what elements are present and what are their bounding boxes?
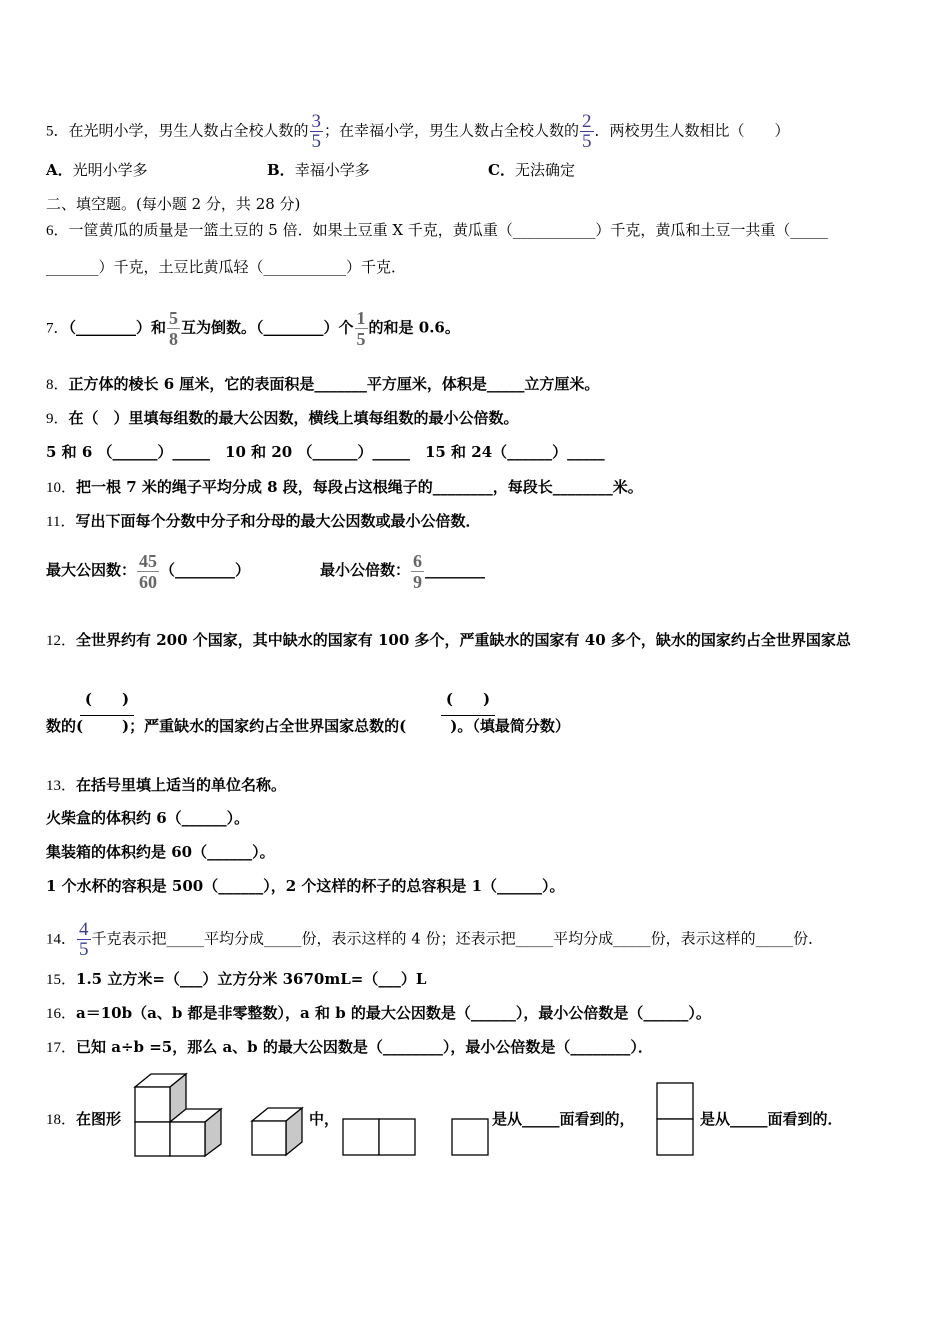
q13-line3: 1 个水杯的容积是 500（______），2 个这样的杯子的总容积是 1（______）。: [46, 877, 565, 895]
q18-view-two-squares: [342, 1118, 418, 1156]
q18-num-text: 18．在图形: [46, 1110, 122, 1128]
q12-blank-numerator-1: ( ): [84, 690, 130, 708]
q5-option-a[interactable]: A．光明小学多: [46, 161, 148, 179]
q7-fraction-5-8: $\frac{5}{8}$: [169, 308, 179, 349]
q14: 14． $\frac{4}{5}$ 千克表示把_____平均分成_____份，表示这样的 4 份；还表示把_____平均分成_____份，表示这样的_____份．: [46, 919, 824, 960]
q5-fraction-1: $\frac{3}{5}$: [311, 111, 322, 152]
q6-line2: _______）千克，土豆比黄瓜轻（___________）千克．: [46, 258, 407, 276]
cube-bottom-left-front: [135, 1122, 170, 1156]
view-square-top: [657, 1083, 693, 1119]
q18-answer-1: 是从_____面看到的，: [492, 1110, 635, 1128]
q11-fraction-6-9: $\frac{6}{9}$: [413, 550, 423, 592]
section-heading-fill-in: 二、填空题。(每小题 2 分，共 28 分): [46, 195, 301, 213]
q11-answers: 最大公因数： $\frac{45}{60}$ （________） 最小公倍数： $\frac{6}{9}$ ________: [46, 550, 486, 592]
q5-number: 5．: [46, 123, 69, 140]
q12-line2: 数的( )；严重缺水的国家约占全世界国家总数的( )。（填最简分数）: [46, 717, 570, 735]
q15: 15．1.5 立方米=（___）立方分米 3670mL=（___）L: [46, 970, 427, 988]
q18-view-one-square: [451, 1118, 489, 1156]
q17: 17．已知 a÷b =5，那么 a、b 的最大公因数是（________），最小公倍数是（________）．: [46, 1038, 653, 1056]
q9-groups: 5 和 6 （______）_____ 10 和 20 （______）_____ 15 和 24（______）_____: [46, 443, 605, 461]
cube-bottom-right-front: [170, 1122, 205, 1156]
view-square-left: [343, 1119, 379, 1155]
q18-text-middle: 中，: [309, 1110, 340, 1128]
q18-view-vertical-squares: [656, 1082, 694, 1156]
view-single-square: [452, 1119, 488, 1155]
q16: 16．a＝10b（a、b 都是非零整数），a 和 b 的最大公因数是（______），最小公倍数是（______）。: [46, 1004, 711, 1022]
q5-option-b[interactable]: B．幸福小学多: [267, 161, 370, 179]
q14-fraction-4-5: $\frac{4}{5}$: [79, 919, 89, 960]
view-square-right: [379, 1119, 415, 1155]
q5-option-c[interactable]: C．无法确定: [488, 161, 575, 179]
q13-line2: 集装箱的体积约是 60（______）。: [46, 843, 275, 861]
q11-fraction-45-60: $\frac{45}{60}$: [139, 550, 158, 592]
q13-line1: 火柴盒的体积约 6（______）。: [46, 809, 250, 827]
q12-line1: 12．全世界约有 200 个国家，其中缺水的国家有 100 多个，严重缺水的国家有 40 多个，缺水的国家约占全世界国家总: [46, 631, 851, 649]
q8: 8．正方体的棱长 6 厘米，它的表面积是_______平方厘米，体积是_____立方厘米。: [46, 375, 600, 393]
q12-blank-numerator-2: ( ): [445, 690, 491, 708]
single-cube-front: [252, 1121, 286, 1155]
q11: 11．写出下面每个分数中分子和分母的最大公因数或最小公倍数．: [46, 512, 481, 530]
q5-fraction-2: $\frac{2}{5}$: [582, 111, 592, 152]
q9: 9．在（ ）里填每组数的最大公因数，横线上填每组数的最小公倍数。: [46, 409, 519, 427]
q18-cube-stack-figure: [130, 1072, 226, 1158]
q7-stem: 7．（________）和 $\frac{5}{8}$ 互为倒数。（________）个 $\frac{1}{5}$ 的和是 0.6。: [46, 308, 460, 349]
view-square-bottom: [657, 1119, 693, 1155]
cube-top-front: [135, 1087, 170, 1122]
q18-single-cube: [250, 1106, 306, 1158]
q18-answer-2: 是从_____面看到的．: [700, 1110, 843, 1128]
q5-stem: 5．在光明小学，男生人数占全校人数的 $\frac{3}{5}$ ；在幸福小学，男生人数占全校人数的 $\frac{2}{5}$ ．两校男生人数相比（ ）: [46, 111, 790, 152]
q10: 10．把一根 7 米的绳子平均分成 8 段，每段占这根绳子的________，每段长________米。: [46, 478, 643, 496]
q6-line1: 6．一筐黄瓜的质量是一篮土豆的 5 倍．如果土豆重 X 千克，黄瓜重（___________）千克，黄瓜和土豆一共重（_____: [46, 221, 828, 239]
q13: 13．在括号里填上适当的单位名称。: [46, 776, 287, 794]
q7-fraction-1-5: $\frac{1}{5}$: [356, 308, 366, 349]
